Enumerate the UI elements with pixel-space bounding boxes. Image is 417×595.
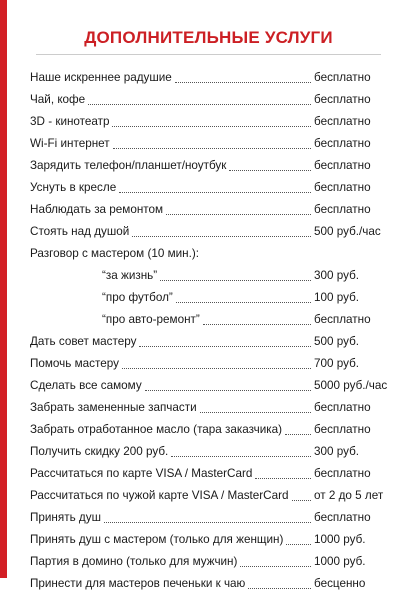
service-price: 500 руб./час bbox=[314, 225, 381, 238]
service-name: Помочь мастеру bbox=[30, 357, 119, 370]
service-row bbox=[30, 287, 390, 309]
service-row bbox=[30, 331, 390, 353]
service-row bbox=[30, 375, 390, 397]
dot-leader bbox=[112, 125, 311, 127]
service-price: бесплатно bbox=[314, 137, 371, 150]
service-price: от 2 до 5 лет bbox=[314, 489, 384, 502]
dot-leader bbox=[132, 235, 311, 237]
dot-leader bbox=[122, 367, 311, 369]
service-name: “про футбол” bbox=[102, 291, 173, 304]
dot-leader bbox=[292, 499, 311, 501]
dot-leader bbox=[171, 455, 311, 457]
service-name: Дать совет мастеру bbox=[30, 335, 137, 348]
services-list bbox=[30, 67, 390, 595]
title-divider bbox=[36, 54, 381, 55]
service-row bbox=[30, 265, 390, 287]
service-price: 500 руб. bbox=[314, 335, 360, 348]
service-row bbox=[30, 463, 390, 485]
service-price: 1000 руб. bbox=[314, 555, 366, 568]
service-price: бесплатно bbox=[314, 115, 371, 128]
service-price: бесплатно bbox=[314, 159, 371, 172]
service-row bbox=[30, 551, 390, 573]
page-title: ДОПОЛНИТЕЛЬНЫЕ УСЛУГИ bbox=[84, 28, 333, 47]
dot-leader bbox=[113, 147, 311, 149]
service-row bbox=[30, 199, 390, 221]
service-row bbox=[30, 441, 390, 463]
dot-leader bbox=[203, 323, 311, 325]
dot-leader bbox=[285, 433, 311, 435]
service-price: 300 руб. bbox=[314, 445, 360, 458]
service-name: Принять душ bbox=[30, 511, 101, 524]
service-row bbox=[30, 353, 390, 375]
service-price: бесплатно bbox=[314, 313, 371, 326]
dot-leader bbox=[88, 103, 311, 105]
service-name: Забрать замененные запчасти bbox=[30, 401, 197, 414]
dot-leader bbox=[119, 191, 311, 193]
dot-leader bbox=[286, 543, 311, 545]
service-price: бесплатно bbox=[314, 423, 371, 436]
service-row bbox=[30, 155, 390, 177]
service-name: “за жизнь” bbox=[102, 269, 158, 282]
service-name: Наблюдать за ремонтом bbox=[30, 203, 164, 216]
service-price: бесплатно bbox=[314, 181, 371, 194]
service-name: Чай, кофе bbox=[30, 93, 86, 106]
service-name: Принести для мастеров печеньки к чаю bbox=[30, 577, 246, 590]
dot-leader bbox=[160, 279, 311, 281]
service-name: Зарядить телефон/планшет/ноутбук bbox=[30, 159, 227, 172]
service-row bbox=[30, 397, 390, 419]
service-name: Рассчитаться по чужой карте VISA / MasterCard bbox=[30, 489, 289, 502]
service-price: бесплатно bbox=[314, 401, 371, 414]
service-name: Wi-Fi интернет bbox=[30, 137, 110, 150]
service-price: бесплатно bbox=[314, 511, 371, 524]
dot-leader bbox=[166, 213, 311, 215]
service-row bbox=[30, 507, 390, 529]
service-name: Разговор с мастером (10 мин.): bbox=[30, 247, 199, 260]
service-name: Партия в домино (только для мужчин) bbox=[30, 555, 238, 568]
service-name: Уснуть в кресле bbox=[30, 181, 117, 194]
service-name: Стоять над душой bbox=[30, 225, 130, 238]
red-side-bar bbox=[0, 0, 7, 578]
dot-leader bbox=[248, 587, 311, 589]
service-price: 1000 руб. bbox=[314, 533, 366, 546]
service-price: 300 руб. bbox=[314, 269, 360, 282]
service-price: бесценно bbox=[314, 577, 366, 590]
dot-leader bbox=[240, 565, 311, 567]
service-row bbox=[30, 111, 390, 133]
service-row bbox=[30, 529, 390, 551]
dot-leader bbox=[145, 389, 311, 391]
service-row bbox=[30, 133, 390, 155]
service-price: бесплатно bbox=[314, 71, 371, 84]
service-price: 5000 руб./час bbox=[314, 379, 388, 392]
service-row bbox=[30, 221, 390, 243]
service-name: 3D - кинотеатр bbox=[30, 115, 110, 128]
dot-leader bbox=[175, 81, 311, 83]
service-name: Наше искреннее радушие bbox=[30, 71, 172, 84]
service-row bbox=[30, 309, 390, 331]
service-name: Принять душ с мастером (только для женщин) bbox=[30, 533, 284, 546]
service-name: Рассчитаться по карте VISA / MasterCard bbox=[30, 467, 253, 480]
service-price: бесплатно bbox=[314, 203, 371, 216]
service-row bbox=[30, 419, 390, 441]
service-row bbox=[30, 177, 390, 199]
service-price: 100 руб. bbox=[314, 291, 360, 304]
service-group-header bbox=[30, 243, 390, 265]
dot-leader bbox=[176, 301, 311, 303]
dot-leader bbox=[255, 477, 311, 479]
service-row bbox=[30, 573, 390, 595]
service-row bbox=[30, 67, 390, 89]
service-row bbox=[30, 89, 390, 111]
dot-leader bbox=[139, 345, 311, 347]
service-name: “про авто-ремонт” bbox=[102, 313, 200, 326]
service-row bbox=[30, 485, 390, 507]
service-price: бесплатно bbox=[314, 93, 371, 106]
dot-leader bbox=[104, 521, 311, 523]
dot-leader bbox=[229, 169, 311, 171]
service-price: бесплатно bbox=[314, 467, 371, 480]
dot-leader bbox=[200, 411, 311, 413]
service-name: Забрать отработанное масло (тара заказчика) bbox=[30, 423, 282, 436]
service-name: Сделать все самому bbox=[30, 379, 142, 392]
service-price: 700 руб. bbox=[314, 357, 360, 370]
service-name: Получить скидку 200 руб. bbox=[30, 445, 169, 458]
